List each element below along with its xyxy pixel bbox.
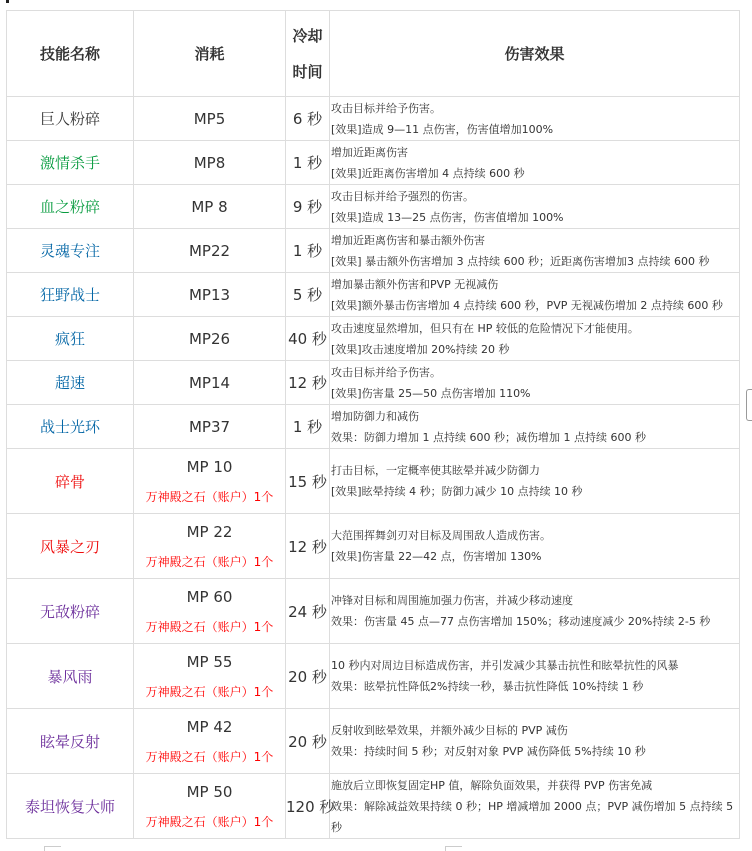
header-cooldown-line1: 冷却 xyxy=(292,26,323,45)
skill-effect xyxy=(330,141,740,185)
effect-description: 攻击速度显然增加，但只有在 HP 较低的危险情况下才能使用。 xyxy=(331,321,639,335)
skill-cost xyxy=(134,644,286,709)
header-effect: 伤害效果 xyxy=(330,11,740,97)
effect-detail: 效果：防御力增加 1 点持续 600 秒；减伤增加 1 点持续 600 秒 xyxy=(331,430,646,444)
table-row xyxy=(7,229,740,273)
effect-detail: [效果]造成 9—11 点伤害，伤害值增加100% xyxy=(331,122,554,136)
effect-description: 增加暴击额外伤害和PVP 无视减伤 xyxy=(331,277,499,291)
table-row xyxy=(7,514,740,579)
effect-detail: [效果]眩晕持续 4 秒；防御力减少 10 点持续 10 秒 xyxy=(331,485,583,498)
table-row xyxy=(7,273,740,317)
stone-cost: 万神殿之石（账户）1个 xyxy=(145,620,274,634)
skill-cooldown: 1 秒 xyxy=(286,405,330,449)
table-row xyxy=(7,317,740,361)
mp-cost: MP 22 xyxy=(186,523,233,541)
skill-name: 风暴之刃 xyxy=(7,514,134,579)
skill-cost xyxy=(134,229,286,273)
skill-cooldown: 5 秒 xyxy=(286,273,330,317)
effect-detail: [效果]攻击速度增加 20%持续 20 秒 xyxy=(331,342,510,356)
skill-cost xyxy=(134,317,286,361)
skill-cooldown: 40 秒 xyxy=(286,317,330,361)
mp-cost: MP5 xyxy=(193,109,226,128)
stone-cost: 万神殿之石（账户）1个 xyxy=(145,490,274,504)
skill-effect xyxy=(330,97,740,141)
mp-cost: MP 55 xyxy=(186,653,233,671)
effect-detail: 效果：眩晕抗性降低2%持续一秒，暴击抗性降低 10%持续 1 秒 xyxy=(331,680,644,693)
skill-cooldown: 9 秒 xyxy=(286,185,330,229)
effect-description: 攻击目标并给予伤害。 xyxy=(331,365,441,379)
skill-cost xyxy=(134,709,286,774)
table-row xyxy=(7,774,740,839)
skill-name: 暴风雨 xyxy=(7,644,134,709)
skill-cost xyxy=(134,579,286,644)
skill-cooldown: 20 秒 xyxy=(286,644,330,709)
skill-name: 血之粉碎 xyxy=(7,185,134,229)
skill-name: 碎骨 xyxy=(7,449,134,514)
table-row xyxy=(7,185,740,229)
effect-detail: 效果：持续时间 5 秒；对反射对象 PVP 减伤降低 5%持续 10 秒 xyxy=(331,745,646,758)
skill-effect xyxy=(330,273,740,317)
table-row xyxy=(7,141,740,185)
skill-cooldown: 12 秒 xyxy=(286,361,330,405)
stone-cost: 万神殿之石（账户）1个 xyxy=(145,815,274,829)
skill-name: 眩晕反射 xyxy=(7,709,134,774)
effect-detail: [效果]伤害量 25—50 点伤害增加 110% xyxy=(331,386,531,400)
skills-table xyxy=(6,10,740,839)
skill-effect xyxy=(330,361,740,405)
header-cooldown xyxy=(286,11,330,97)
effect-detail: [效果]近距离伤害增加 4 点持续 600 秒 xyxy=(331,166,525,180)
header-cooldown-line2: 时间 xyxy=(292,62,323,81)
header-cost: 消耗 xyxy=(134,11,286,97)
effect-description: 攻击目标并给予伤害。 xyxy=(331,101,441,115)
skill-name: 无敌粉碎 xyxy=(7,579,134,644)
effect-detail: [效果] 暴击额外伤害增加 3 点持续 600 秒；近距离伤害增加3 点持续 600 秒 xyxy=(331,254,710,268)
skill-effect xyxy=(330,709,740,774)
skill-name: 灵魂专注 xyxy=(7,229,134,273)
effect-description: 大范围挥舞剑刃对目标及周围敌人造成伤害。 xyxy=(331,529,551,542)
mp-cost: MP 10 xyxy=(186,458,233,476)
skill-name: 超速 xyxy=(7,361,134,405)
mp-cost: MP22 xyxy=(188,241,231,260)
table-row xyxy=(7,405,740,449)
skill-effect xyxy=(330,185,740,229)
stone-cost: 万神殿之石（账户）1个 xyxy=(145,750,274,764)
skill-cooldown: 1 秒 xyxy=(286,141,330,185)
table-row xyxy=(7,97,740,141)
side-scroll-handle[interactable] xyxy=(746,389,752,421)
divider xyxy=(44,846,61,851)
skill-cooldown: 120 秒 xyxy=(286,774,330,839)
stone-cost: 万神殿之石（账户）1个 xyxy=(145,555,274,569)
effect-detail: 效果：伤害量 45 点—77 点伤害增加 150%；移动速度减少 20%持续 2-5 秒 xyxy=(331,615,711,628)
skill-cooldown: 20 秒 xyxy=(286,709,330,774)
skills-table-body xyxy=(7,97,740,839)
effect-description: 攻击目标并给予强烈的伤害。 xyxy=(331,189,474,203)
page-edge-mark xyxy=(6,0,9,3)
table-row xyxy=(7,644,740,709)
skill-name: 激情杀手 xyxy=(7,141,134,185)
mp-cost: MP13 xyxy=(188,285,231,304)
mp-cost: MP37 xyxy=(188,417,231,436)
skill-cost xyxy=(134,449,286,514)
effect-description: 10 秒内对周边目标造成伤害，并引发减少其暴击抗性和眩晕抗性的风暴 xyxy=(331,659,679,672)
mp-cost: MP26 xyxy=(188,329,231,348)
effect-detail: [效果]额外暴击伤害增加 4 点持续 600 秒，PVP 无视减伤增加 2 点持续 600 秒 xyxy=(331,298,723,312)
skill-effect xyxy=(330,317,740,361)
skill-effect xyxy=(330,514,740,579)
effect-description: 施放后立即恢复固定HP 值，解除负面效果，并获得 PVP 伤害免减 xyxy=(331,778,653,792)
skill-effect xyxy=(330,229,740,273)
skill-cost xyxy=(134,361,286,405)
effect-description: 增加防御力和减伤 xyxy=(331,409,419,423)
effect-description: 冲锋对目标和周围施加强力伤害，并减少移动速度 xyxy=(331,594,573,607)
table-row xyxy=(7,449,740,514)
divider xyxy=(445,846,462,851)
skill-effect xyxy=(330,774,740,839)
skill-cost xyxy=(134,97,286,141)
mp-cost: MP 8 xyxy=(191,197,228,216)
mp-cost: MP8 xyxy=(193,153,226,172)
table-header-row xyxy=(7,11,740,97)
effect-detail: 效果：解除减益效果持续 0 秒；HP 增减增加 2000 点；PVP 减伤增加 5 点持续 5 秒 xyxy=(331,799,734,834)
skill-cooldown: 6 秒 xyxy=(286,97,330,141)
table-row xyxy=(7,709,740,774)
skill-cooldown: 12 秒 xyxy=(286,514,330,579)
skill-cooldown: 24 秒 xyxy=(286,579,330,644)
skill-cost xyxy=(134,774,286,839)
header-skill-name: 技能名称 xyxy=(7,11,134,97)
effect-detail: [效果]造成 13—25 点伤害，伤害值增加 100% xyxy=(331,210,564,224)
skill-name: 战士光环 xyxy=(7,405,134,449)
skill-effect xyxy=(330,449,740,514)
stone-cost: 万神殿之石（账户）1个 xyxy=(145,685,274,699)
skill-cost xyxy=(134,141,286,185)
effect-description: 反射收到眩晕效果，并额外减少目标的 PVP 减伤 xyxy=(331,724,568,737)
skill-name: 疯狂 xyxy=(7,317,134,361)
skill-cost xyxy=(134,273,286,317)
mp-cost: MP14 xyxy=(188,373,231,392)
skill-name: 巨人粉碎 xyxy=(7,97,134,141)
effect-description: 增加近距离伤害 xyxy=(331,145,408,159)
mp-cost: MP 50 xyxy=(186,783,233,801)
skill-cost xyxy=(134,185,286,229)
skill-name: 泰坦恢复大师 xyxy=(7,774,134,839)
table-row xyxy=(7,579,740,644)
table-row xyxy=(7,361,740,405)
mp-cost: MP 60 xyxy=(186,588,233,606)
skill-name: 狂野战士 xyxy=(7,273,134,317)
skill-cooldown: 15 秒 xyxy=(286,449,330,514)
skill-effect xyxy=(330,405,740,449)
effect-detail: [效果]伤害量 22—42 点，伤害增加 130% xyxy=(331,550,542,563)
mp-cost: MP 42 xyxy=(186,718,233,736)
effect-description: 增加近距离伤害和暴击额外伤害 xyxy=(331,233,485,247)
skill-effect xyxy=(330,644,740,709)
skill-cooldown: 1 秒 xyxy=(286,229,330,273)
effect-description: 打击目标，一定概率使其眩晕并减少防御力 xyxy=(331,464,540,477)
skill-cost xyxy=(134,405,286,449)
skill-cost xyxy=(134,514,286,579)
skill-effect xyxy=(330,579,740,644)
